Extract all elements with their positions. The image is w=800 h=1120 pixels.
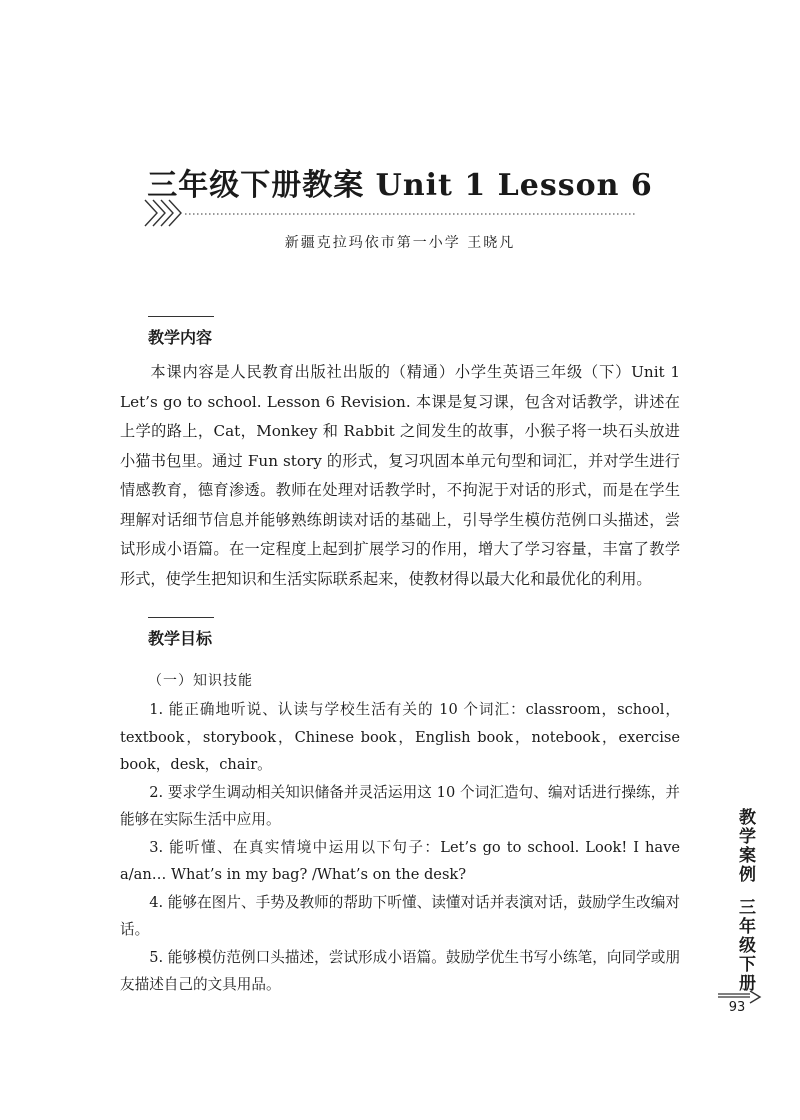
section-heading-content <box>148 316 214 348</box>
page-number: 93 <box>728 1000 746 1015</box>
author-line: 新疆克拉玛依市第一小学 王晓凡 <box>284 235 516 251</box>
sidebar-label-bottom: 三年级下册 <box>735 898 755 993</box>
goal-item: 4. 能够在图片、手势及教师的帮助下听懂、读懂对话并表演对话，鼓励学生改编对话。 <box>120 893 680 938</box>
goal-item: 2. 要求学生调动相关知识储备并灵活运用这 10 个词汇造句、编对话进行操练，并能够在实际生活中应用。 <box>120 783 680 828</box>
chevron-icon <box>145 200 181 226</box>
subsection-heading: （一）知识技能 <box>148 673 253 689</box>
section-title: 教学目标 <box>148 629 213 648</box>
goals-list <box>120 696 680 999</box>
sidebar-label-top: 教学案例 <box>735 808 755 884</box>
section-title: 教学内容 <box>148 328 213 347</box>
section-rule <box>148 617 214 618</box>
title-underline-decoration <box>143 196 643 232</box>
content-paragraph-block <box>120 358 680 594</box>
section-rule <box>148 316 214 317</box>
goal-item: 5. 能够模仿范例口头描述，尝试形成小语篇。鼓励学优生书写小练笔，向同学或朋友描述自己的文具用品。 <box>120 948 680 993</box>
goal-item: 3. 能听懂、在真实情境中运用以下句子：Let’s go to school. Look! I have a/an… What’s in my bag? /What’s on the desk? <box>120 838 680 883</box>
content-paragraph: 本课内容是人民教育出版社出版的（精通）小学生英语三年级（下）Unit 1 Let’s go to school. Lesson 6 Revision. 本课是复习课，包含对话教学，讲述在上学的路上，Cat，Monkey 和 Rabbit 之间发生的故事，小猴子将一块石头放进小猫书包里。通过 Fun story 的形式，复习巩固本单元句型和词汇，并对学生进行情感教育，德育渗透。教师在处理对话教学时，不拘泥于对话的形式，而是在学生理解对话细节信息并能够熟练朗读对话的基础上，引导学生模仿范例口头描述，尝试形成小语篇。在一定程度上起到扩展学习的作用，增大了学习容量，丰富了教学形式，使学生把知识和生活实际联系起来，使教材得以最大化和最优化的利用。 <box>120 363 680 588</box>
section-heading-goals <box>148 617 214 649</box>
page-title: 三年级下册教案 Unit 1 Lesson 6 <box>147 168 653 203</box>
goal-item: 1. 能正确地听说、认读与学校生活有关的 10 个词汇：classroom，school，textbook，storybook，Chinese book，English book，notebook，exercise book，desk，chair。 <box>120 701 680 773</box>
